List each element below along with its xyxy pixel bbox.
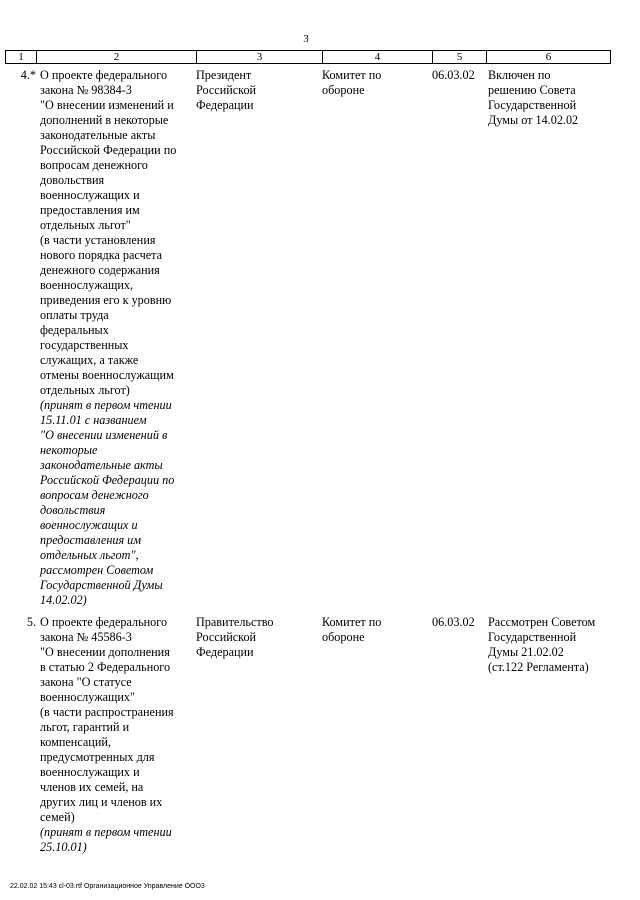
initiator-line: Президент: [196, 68, 252, 82]
bill-title-line: государственных: [40, 338, 129, 352]
bill-title-line: отдельных льгот",: [40, 548, 139, 562]
bill-title-line: предусмотренных для: [40, 750, 155, 764]
table-header-row: [5, 50, 611, 64]
bill-title-line: закона "О статусе: [40, 675, 132, 689]
status-line: Государственной: [488, 630, 577, 644]
bill-title-line: отдельных льгот): [40, 383, 130, 397]
bill-title-line: федеральных: [40, 323, 109, 337]
bill-title-line: служащих, а также: [40, 353, 139, 367]
bill-title-line: компенсаций,: [40, 735, 111, 749]
committee-line: Комитет по: [322, 615, 382, 629]
status-line: решению Совета: [488, 83, 576, 97]
initiator: [196, 615, 316, 660]
bill-title-line: дополнений в некоторые: [40, 113, 169, 127]
bill-title-line: 25.10.01): [40, 840, 87, 854]
header-col-4: 4: [322, 51, 432, 63]
status: [488, 68, 618, 128]
bill-title-line: военнослужащих": [40, 690, 135, 704]
bill-title-line: других лиц и членов их: [40, 795, 163, 809]
bill-title-line: предоставления им: [40, 203, 140, 217]
bill-title-line: О проекте федерального: [40, 615, 168, 629]
header-col-5: 5: [432, 51, 486, 63]
bill-title-line: отмены военнослужащим: [40, 368, 174, 382]
bill-title-line: нового порядка расчета: [40, 248, 163, 262]
bill-title-line: приведения его к уровню: [40, 293, 172, 307]
bill-title-line: некоторые: [40, 443, 98, 457]
bill-title: [40, 68, 190, 608]
status-line: Думы от 14.02.02: [488, 113, 579, 127]
bill-title-line: О проекте федерального: [40, 68, 168, 82]
initiator-line: Российской: [196, 83, 257, 97]
initiator-line: Правительство: [196, 615, 274, 629]
initiator: [196, 68, 316, 113]
header-col-3: 3: [196, 51, 322, 63]
bill-title-line: (в части распространения: [40, 705, 174, 719]
status-line: Рассмотрен Советом: [488, 615, 596, 629]
bill-title-line: военнослужащих,: [40, 278, 134, 292]
bill-title-line: "О внесении изменений и: [40, 98, 174, 112]
date: 06.03.02: [432, 68, 475, 82]
row-number: 5.: [26, 615, 36, 629]
bill-title-line: "О внесении изменений в: [40, 428, 168, 442]
bill-title-line: оплаты труда: [40, 308, 109, 322]
committee-line: Комитет по: [322, 68, 382, 82]
initiator-line: Федерации: [196, 98, 254, 112]
bill-title-line: (принят в первом чтении: [40, 398, 172, 412]
bill-title-line: (принят в первом чтении: [40, 825, 172, 839]
initiator-line: Российской: [196, 630, 257, 644]
bill-title-line: довольствия: [40, 173, 105, 187]
bill-title-line: отдельных льгот": [40, 218, 131, 232]
bill-title-line: закона № 45586-3: [40, 630, 132, 644]
status-line: Государственной: [488, 98, 577, 112]
bill-title-line: Российской Федерации по: [40, 143, 177, 157]
status-line: Включен по: [488, 68, 551, 82]
bill-title-line: вопросам денежного: [40, 158, 148, 172]
bill-title-line: 15.11.01 с названием: [40, 413, 147, 427]
header-col-6: 6: [486, 51, 610, 63]
bill-title-line: законодательные акты: [40, 128, 156, 142]
header-col-1: 1: [18, 51, 24, 63]
bill-title-line: вопросам денежного: [40, 488, 149, 502]
bill-title-line: Государственной Думы: [40, 578, 163, 592]
header-col-2: 2: [36, 51, 196, 63]
bill-title-line: военнослужащих и: [40, 188, 140, 202]
bill-title-line: денежного содержания: [40, 263, 160, 277]
bill-title-line: в статью 2 Федерального: [40, 660, 171, 674]
bill-title-line: 14.02.02): [40, 593, 87, 607]
bill-title-line: (в части установления: [40, 233, 156, 247]
date: 06.03.02: [432, 615, 475, 629]
committee: [322, 68, 422, 98]
bill-title: [40, 615, 190, 855]
status-line: (ст.122 Регламента): [488, 660, 589, 674]
bill-title-line: "О внесении дополнения: [40, 645, 170, 659]
status: [488, 615, 618, 675]
row-number: 4.*: [20, 68, 36, 82]
bill-title-line: Российской Федерации по: [40, 473, 175, 487]
print-footer: 22.02.02 15:43 cl-03.rtf Организационное Управление ООО3: [10, 883, 205, 890]
bill-title-line: закона № 98384-3: [40, 83, 132, 97]
bill-title-line: довольствия: [40, 503, 106, 517]
bill-title-line: семей): [40, 810, 75, 824]
committee-line: обороне: [322, 630, 365, 644]
bill-title-line: льгот, гарантий и: [40, 720, 130, 734]
initiator-line: Федерации: [196, 645, 254, 659]
committee: [322, 615, 422, 645]
bill-title-line: предоставления им: [40, 533, 142, 547]
bill-title-line: военнослужащих и: [40, 518, 138, 532]
bill-title-line: законодательные акты: [40, 458, 163, 472]
page-number: 3: [303, 33, 309, 45]
status-line: Думы 21.02.02: [488, 645, 564, 659]
bill-title-line: военнослужащих и: [40, 765, 140, 779]
bill-title-line: членов их семей, на: [40, 780, 144, 794]
bill-title-line: рассмотрен Советом: [40, 563, 154, 577]
committee-line: обороне: [322, 83, 365, 97]
